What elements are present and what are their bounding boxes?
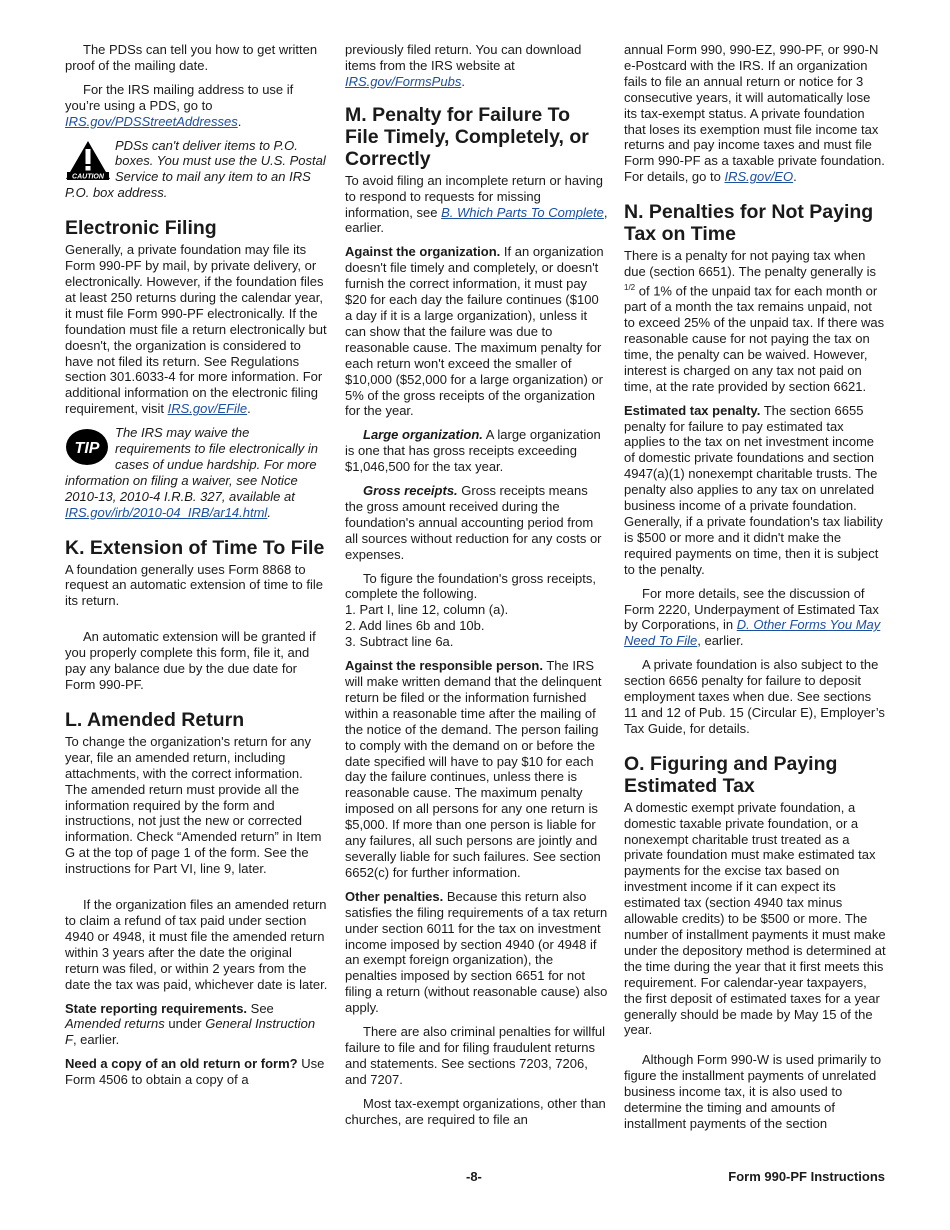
other-forms-link[interactable]: D. Other Forms You May Need To File	[624, 617, 881, 649]
fraction: 1/2	[624, 282, 636, 292]
amended-paragraph-2: If the organization files an amended return to claim a refund of tax paid under section 4940 or 4948, it must file the amended return within 3 years after the date the original return was filed, or within 2 years from the date the tax was paid, whichever date is later.	[65, 897, 328, 992]
state-reporting-paragraph	[65, 1001, 328, 1049]
text: For the IRS mailing address to use if you’re using a PDS, go to	[65, 81, 294, 113]
run-in-heading: Gross receipts.	[363, 483, 458, 499]
heading-penalties-not-paying: N. Penalties for Not Paying Tax on Time	[624, 201, 874, 246]
text: Because this return also satisfies the filing requirements of a tax return under section 6011 for the tax on investment income imposed by section 4940 (or 4948 if an exempt foreign organization), the penalties imposed by section 6651 for not filing a return (without reasonable cause) also apply.	[345, 888, 608, 1016]
run-in-heading: Large organization.	[363, 427, 483, 443]
annual-form-paragraph	[624, 42, 886, 185]
previous-return-paragraph	[345, 42, 608, 90]
section-6656-paragraph: A private foundation is also subject to the section 6656 penalty for failure to deposit employment taxes when due. See sections 11 and 12 of Pub. 15 (Circular E), Employer’s Tax Guide, for details.	[624, 657, 885, 736]
amended-paragraph-1: To change the organization's return for any year, file an amended return, including attachments, with the correct information. The amended return must provide all the information required by the form and instructions, not just the new or corrected information. Check “Amended return” in Item G at the top of page 1 of the form. See the instructions for Part VI, line 9, later.	[65, 733, 322, 877]
heading-electronic-filing: Electronic Filing	[65, 217, 217, 240]
forms-pubs-link[interactable]: IRS.gov/FormsPubs	[345, 73, 462, 89]
irb-link[interactable]: IRS.gov/irb/2010-04_IRB/ar14.html	[65, 504, 268, 520]
text: If an organization doesn't file timely and completely, or doesn't furnish the correct information, it must pay $20 for each day the failure continues ($100 a day if it is a large organization), unless it can show that the failure was due to reasonable cause. The maximum penalty for each return won't exceed the smaller of $10,000 ($52,000 for a large organization) or 5% of the gross receipts of the organization for the year.	[345, 244, 604, 419]
list-item: 1. Part I, line 12, column (a).	[345, 602, 509, 618]
old-return-copy-paragraph	[65, 1056, 328, 1088]
estimated-tax-paragraph-2: Although Form 990-W is used primarily to figure the installment payments of unrelated business income tax, it is also used to determine the timing and amounts of installment payments of the section	[624, 1052, 882, 1131]
other-penalties-paragraph	[345, 889, 608, 1016]
text: under	[164, 1016, 206, 1032]
text: annual Form 990, 990-EZ, 990-PF, or 990-N e-Postcard with the IRS. If an organization fails to file an annual return or notice for 3 consecutive years, it will automatically lose its tax-exempt status. A private foundation that loses its exemption must file income tax returns and pay income taxes and must file Form 990-PF as a taxable private foundation. For details, go to	[624, 42, 885, 185]
text: Generally, a private foundation may file its Form 990-PF by mail, by private delivery, or electronically. However, if the foundation files at least 250 returns during the calendar year, it must file Form 990-PF electronically. If the foundation must file a return electronically but doesn't, the organization is considered to have not filed its return. See Regulations section 301.6033-4 for more information. For additional information on the electronic filing requirement, visit	[65, 242, 327, 417]
column-1	[65, 42, 328, 1096]
avoid-incomplete-paragraph	[345, 173, 608, 237]
list-intro: To figure the foundation's gross receipts, complete the following.	[345, 570, 597, 602]
caution-icon	[65, 140, 111, 180]
text: .	[247, 401, 251, 417]
pds-proof-paragraph: The PDSs can tell you how to get written proof of the mailing date.	[65, 42, 318, 73]
text: Amended returns	[65, 1016, 165, 1032]
text: Gross receipts means the gross amount received during the foundation's annual accounting period from all sources without reduction for any costs or expenses.	[345, 483, 602, 562]
heading-extension-of-time: K. Extension of Time To File	[65, 536, 325, 559]
caution-note	[65, 138, 328, 202]
large-organization-paragraph	[345, 427, 608, 475]
text: The section 6655 penalty for failure to pay estimated tax applies to the tax on net investment income of domestic private foundations and section 4947(a)(1) nonexempt charitable trusts. The penalty also applies to any tax on unrelated business income of a private foundation. Generally, if a private foundation's tax liability is $500 or more and it didn't make the required payments on time, then it is subject to the penalty.	[624, 402, 883, 577]
gross-receipts-paragraph	[345, 483, 608, 563]
criminal-penalties-paragraph: There are also criminal penalties for willful failure to file and for filing fraudulent returns and statements. See sections 7203, 7206, and 7207.	[345, 1024, 606, 1087]
form-title-footer: Form 990-PF Instructions	[728, 1169, 885, 1184]
estimated-tax-paragraph-1: A domestic exempt private foundation, a domestic taxable private foundation, or a nonexempt charitable trust treated as a private foundation must make estimated tax payments for the excise tax based on investment income if it can expect its estimated tax (section 4940 tax minus allowable credits) to be $500 or more. The number of installment payments it must make under the depository method is determined at the time during the year that it first meets this requirement. For calendar-year taxpayers, the first deposit of estimated taxes for a year generally should be made by May 15 of the year.	[624, 799, 886, 1038]
run-in-heading: Need a copy of an old return or form?	[65, 1056, 298, 1072]
more-details-paragraph	[624, 586, 886, 650]
pds-street-addresses-link[interactable]: IRS.gov/PDSStreetAddresses	[65, 113, 238, 129]
heading-figuring-estimated-tax: O. Figuring and Paying Estimated Tax	[624, 752, 838, 797]
electronic-filing-paragraph	[65, 242, 328, 417]
text: of 1% of the unpaid tax for each month or part of a month the tax remains unpaid, not to exceed 25% of the unpaid tax. If there was reasonable cause for not paying the tax on time, the penalty can be waived. However, interest is charged on any tax not paid on time, at the rate provided by section 6621.	[624, 283, 885, 394]
which-parts-link[interactable]: B. Which Parts To Complete	[441, 204, 604, 220]
estimated-tax-penalty-paragraph	[624, 403, 886, 578]
column-3	[624, 42, 886, 1140]
page-number: -8-	[466, 1169, 482, 1184]
tip-icon-label: TIP	[74, 440, 100, 458]
text: , earlier.	[72, 1032, 120, 1048]
text: To avoid filing an incomplete return or having to respond to requests for missing information, see	[345, 172, 603, 220]
text: General Instruction F	[65, 1016, 316, 1048]
efile-link[interactable]: IRS.gov/EFile	[167, 401, 248, 417]
tip-text: The IRS may waive the requirements to file electronically in cases of undue hardship. For more information on filing a waiver, see Notice 2010-13, 2010-4 I.R.B. 327, available at	[65, 425, 319, 504]
heading-amended-return: L. Amended Return	[65, 708, 245, 731]
heading-penalty-failure-to-file: M. Penalty for Failure To File Timely, Completely, or Correctly	[345, 103, 589, 170]
against-organization-paragraph	[345, 244, 608, 419]
caution-text: PDSs can't deliver items to P.O. boxes. You must use the U.S. Postal Service to mail any item to an IRS P.O. box address.	[65, 137, 326, 201]
column-2	[345, 42, 608, 1135]
eo-link[interactable]: IRS.gov/EO	[724, 169, 794, 185]
text: See	[247, 1000, 274, 1016]
text: .	[793, 169, 797, 185]
text: For more details, see the discussion of Form 2220, Underpayment of Estimated Tax by Corporations, in	[624, 585, 879, 633]
text: There is a penalty for not paying tax when due (section 6651). The penalty generally is	[624, 248, 876, 280]
gross-receipts-steps	[345, 571, 608, 651]
tip-note	[65, 425, 328, 520]
caution-icon-label: CAUTION	[72, 173, 104, 180]
text: .	[237, 113, 242, 129]
against-responsible-person-paragraph	[345, 658, 608, 881]
text: .	[267, 504, 271, 520]
not-paying-paragraph	[624, 248, 886, 394]
text: , earlier.	[345, 204, 608, 236]
run-in-heading: Against the responsible person.	[345, 658, 543, 674]
run-in-heading: State reporting requirements.	[65, 1000, 248, 1016]
text: Use Form 4506 to obtain a copy of a	[65, 1056, 325, 1088]
run-in-heading: Other penalties.	[345, 888, 444, 904]
list-item: 2. Add lines 6b and 10b.	[345, 618, 485, 634]
extension-paragraph-2: An automatic extension will be granted if you properly complete this form, file it, and pay any balance due by the due date for Form 990-PF.	[65, 629, 316, 692]
text: The IRS will make written demand that the delinquent return be filed or the information furnished within a reasonable time after the mailing of the notice of the demand. The person failing to comply with the demand on or before the date specified will have to pay $10 for each day the failure continues, unless there is reasonable cause. The maximum penalty imposed on all persons for any one return is $5,000. If more than one person is liable for any failures, all such persons are jointly and severally liable for such failures. See section 6652(c) for further information.	[345, 658, 602, 880]
run-in-heading: Estimated tax penalty.	[624, 402, 761, 418]
text: previously filed return. You can download items from the IRS website at	[345, 42, 582, 73]
text: A large organization is one that has gross receipts exceeding $1,046,500 for the tax year.	[345, 427, 601, 475]
text: .	[461, 73, 465, 89]
pds-address-paragraph	[65, 82, 328, 130]
most-tax-exempt-paragraph: Most tax-exempt organizations, other than churches, are required to file an	[345, 1095, 606, 1127]
run-in-heading: Against the organization.	[345, 244, 501, 260]
tip-icon	[65, 427, 111, 467]
extension-paragraph-1: A foundation generally uses Form 8868 to request an automatic extension of time to file its return.	[65, 561, 323, 609]
text: , earlier.	[697, 633, 744, 649]
list-item: 3. Subtract line 6a.	[345, 634, 454, 650]
